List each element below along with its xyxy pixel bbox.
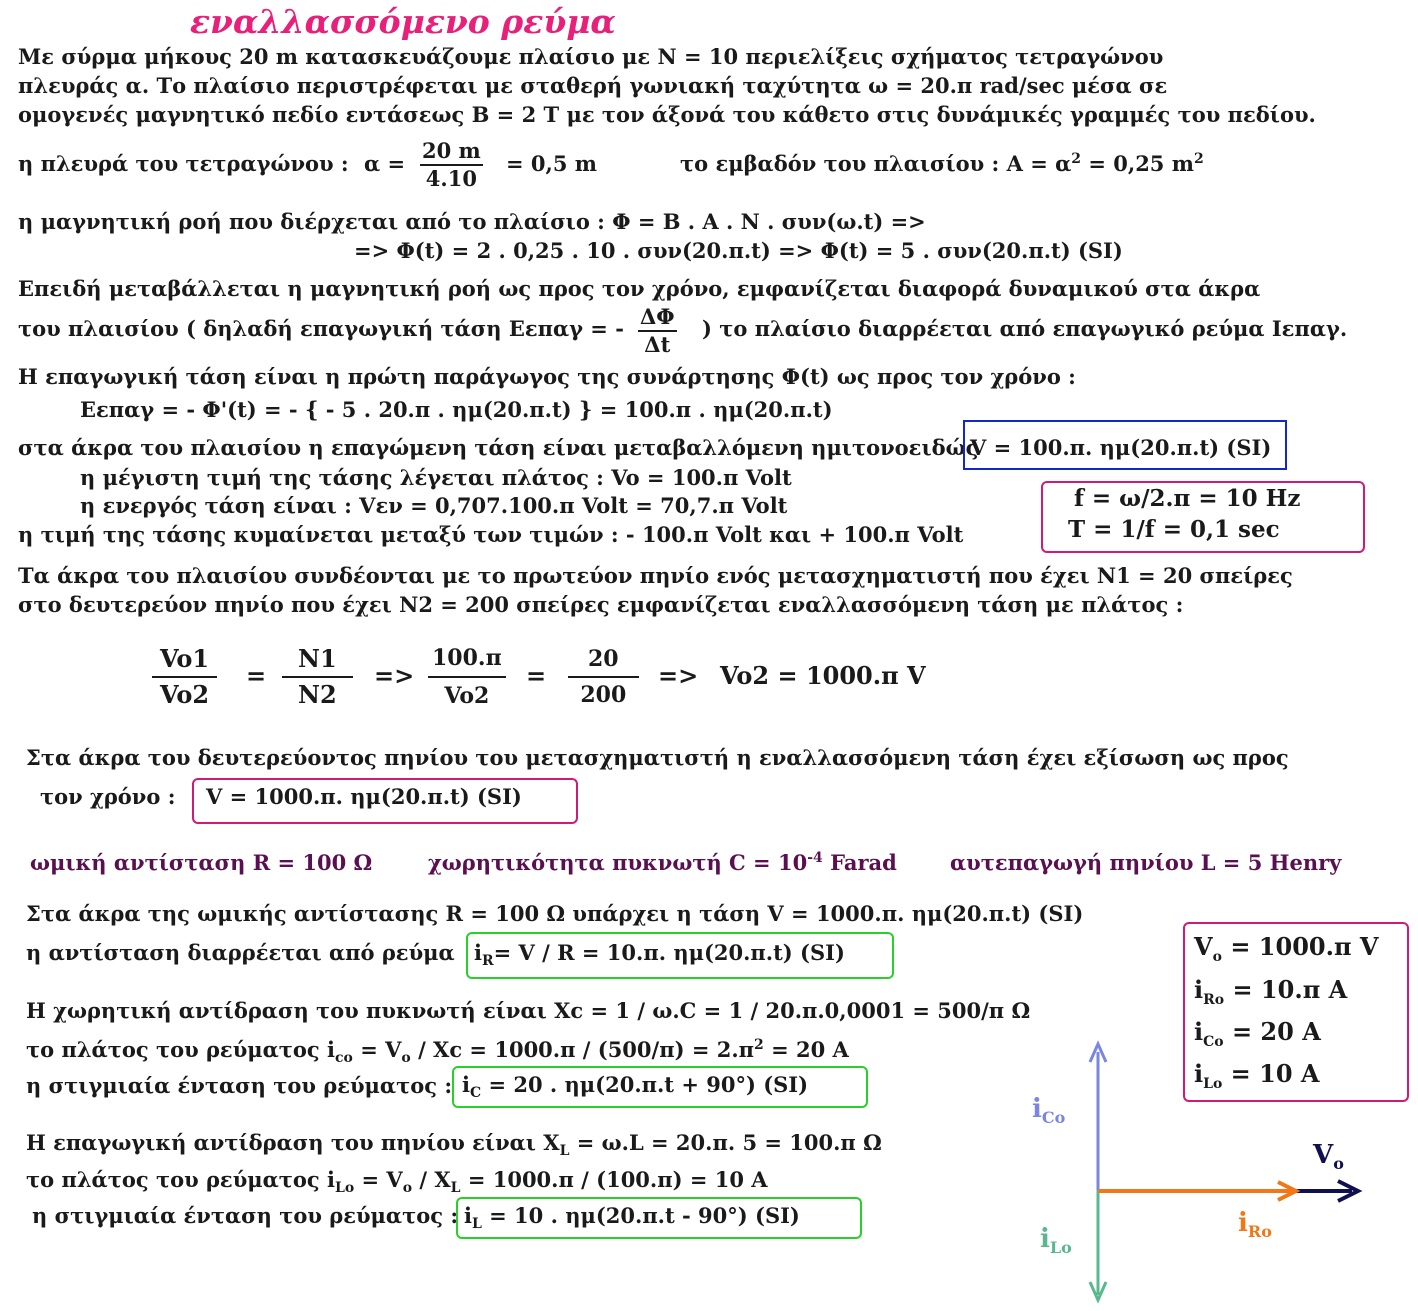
capacitor-line-2: το πλάτος του ρεύματος $i_{co} = V_o / Xc = 1000.\pi / (500/\pi) = 2.\pi^2 = 20$ A (26, 1037, 849, 1067)
secondary-amplitude: Vo2 = 1000.π V (720, 661, 926, 690)
emf-line-2b: ) το πλαίσιο διαρρέεται από επαγωγικό ρεύμα Ιεπαγ. (702, 316, 1348, 341)
summary-ilo: $i_{Lo} = 10$ A (1194, 1059, 1320, 1092)
side-fraction (420, 138, 483, 192)
capacitor-current: $i_C = 20$ . ημ(20.π.t + 90°) (SI) (462, 1072, 809, 1102)
ratio-fraction-turns: $\frac{20}{200}$ (568, 642, 639, 712)
ratio-arrow-2: => (658, 661, 699, 690)
resistor-line-2: η αντίσταση διαρρέεται από ρεύμα (26, 940, 455, 965)
side-lhs: α = (364, 151, 406, 176)
transformer-line-4: τον χρόνο : (40, 784, 176, 809)
intro-line-2: πλευράς α. Το πλαίσιο περιστρέφεται με σταθερή γωνιακή ταχύτητα ω = 20.π rad/sec μέσα σε (18, 73, 1168, 98)
ratio-fraction-v: $\frac{Vo1}{Vo2}$ (152, 642, 217, 712)
emf-line-1: Επειδή μεταβάλλεται η μαγνητική ροή ως προς τον χρόνο, εμφανίζεται διαφορά δυναμικού στα άκρα (18, 276, 1261, 301)
voltage-equation: V = 100.π. ημ(20.π.t) (SI) (970, 435, 1272, 460)
emf-line-5: στα άκρα του πλαισίου η επαγώμενη τάση είναι μεταβαλλόμενη ημιτονοειδώς (18, 435, 979, 460)
summary-ico: $i_{Co} = 20$ A (1194, 1017, 1321, 1050)
emf-fraction (638, 304, 677, 358)
inductor-line-1: Η επαγωγική αντίδραση του πηνίου είναι $X_L = \omega.L = 20.\pi$. 5 = 100.π Ω (26, 1130, 882, 1160)
intro-line-1: Με σύρμα μήκους 20 m κατασκευάζουμε πλαίσιο με N = 10 περιελίξεις σχήματος τετραγώνου (18, 44, 1164, 69)
component-capacitance: χωρητικότητα πυκνωτή $C = 10^{-4}$ Farad (428, 850, 897, 875)
side-fraction-num: 20 m (420, 138, 483, 166)
inductor-line-3: η στιγμιαία ένταση του ρεύματος : (32, 1203, 459, 1228)
transformer-line-3: Στα άκρα του δευτερεύοντος πηνίου του μετασχηματιστή η εναλλασσόμενη τάση έχει εξίσωση ως προς (26, 745, 1289, 770)
emf-line-4: Εεπαγ = - Φ'(t) = - { - 5 . 20.π . ημ(20.π.t) } = 100.π . ημ(20.π.t) (80, 397, 833, 422)
emf-rms: η ενεργός τάση είναι : Vεν = 0,707.100.π Volt = 70,7.π Volt (80, 493, 788, 518)
ratio-arrow-1: => (374, 661, 415, 690)
side-rhs: = 0,5 m (506, 151, 597, 176)
phasor-label-iro: $i_{Ro}$ (1238, 1208, 1272, 1242)
area-formula: το εμβαδόν του πλαισίου : $A = \alpha^2 = 0,25$ $m^2$ (680, 151, 1204, 176)
ratio-fraction-n: $\frac{N1}{N2}$ (282, 642, 353, 712)
transformer-line-1: Τα άκρα του πλαισίου συνδέονται με το πρωτεύον πηνίο ενός μετασχηματιστή που έχει Ν1 = 20 σπείρες (18, 563, 1293, 588)
summary-iro: $i_{Ro} = 10.\pi$ A (1194, 975, 1348, 1008)
transformer-line-2: στο δευτερεύον πηνίο που έχει Ν2 = 200 σπείρες εμφανίζεται εναλλασσόμενη τάση με πλάτος : (18, 592, 1184, 617)
ratio-fraction-sub: $\frac{100.\pi}{Vo2}$ (428, 640, 506, 714)
period: T = 1/f = 0,1 sec (1068, 516, 1280, 543)
emf-fraction-den: Δt (644, 332, 671, 357)
ratio-eq-1: = (246, 661, 267, 690)
inductor-current: $i_L = 10$ . ημ(20.π.t - 90°) (SI) (464, 1203, 800, 1233)
summary-vo: $V_o = 1000.\pi$ V (1194, 932, 1379, 965)
component-inductance: αυτεπαγωγή πηνίου L = 5 Henry (950, 850, 1342, 875)
flux-line-2: => Φ(t) = 2 . 0,25 . 10 . συν(20.π.t) => Φ(t) = 5 . συν(20.π.t) (SI) (354, 238, 1123, 263)
emf-line-3: Η επαγωγική τάση είναι η πρώτη παράγωγος της συνάρτησης Φ(t) ως προς τον χρόνο : (18, 364, 1076, 389)
side-label: η πλευρά του τετραγώνου : (18, 151, 349, 176)
emf-range: η τιμή της τάσης κυμαίνεται μεταξύ των τιμών : - 100.π Volt και + 100.π Volt (18, 522, 964, 547)
emf-fraction-num: ΔΦ (638, 304, 677, 332)
emf-amplitude: η μέγιστη τιμή της τάσης λέγεται πλάτος : Vo = 100.π Volt (80, 465, 792, 490)
resistor-current: $i_R= V / R = 10.\pi$. ημ(20.π.t) (SI) (474, 940, 845, 970)
capacitor-line-1: Η χωρητική αντίδραση του πυκνωτή είναι Xc = 1 / ω.C = 1 / 20.π.0,0001 = 500/π Ω (26, 998, 1031, 1023)
flux-line-1: η μαγνητική ροή που διέρχεται από το πλαίσιο : Φ = Β . Α . Ν . συν(ω.t) => (18, 209, 926, 234)
capacitor-line-3: η στιγμιαία ένταση του ρεύματος : (26, 1073, 453, 1098)
phasor-diagram (1020, 1030, 1410, 1305)
phasor-label-ico: $i_{Co}$ (1032, 1094, 1066, 1128)
inductor-line-2: το πλάτος του ρεύματος $i_{Lo} = V_o / X_L = 1000.\pi / (100.\pi) = 10$ A (26, 1167, 768, 1197)
component-resistance: ωμική αντίσταση R = 100 Ω (30, 850, 373, 875)
ratio-eq-2: = (526, 661, 547, 690)
secondary-voltage: V = 1000.π. ημ(20.π.t) (SI) (206, 784, 522, 809)
resistor-line-1: Στα άκρα της ωμικής αντίστασης R = 100 Ω υπάρχει η τάση V = 1000.π. ημ(20.π.t) (SI) (26, 901, 1084, 926)
phasor-label-ilo: $i_{Lo}$ (1040, 1224, 1072, 1258)
frequency: f = ω/2.π = 10 Hz (1074, 485, 1301, 512)
emf-line-2a: του πλαισίου ( δηλαδή επαγωγική τάση Εεπαγ = - (18, 316, 624, 341)
side-fraction-den: 4.10 (425, 166, 477, 191)
page-title: εναλλασσόμενο ρεύμα (190, 2, 616, 41)
phasor-label-vo: $V_o$ (1313, 1140, 1344, 1174)
intro-line-3: ομογενές μαγνητικό πεδίο εντάσεως Β = 2 Τ με τον άξονά του κάθετο στις δυνάμικές γραμμές του πεδίου. (18, 102, 1316, 127)
